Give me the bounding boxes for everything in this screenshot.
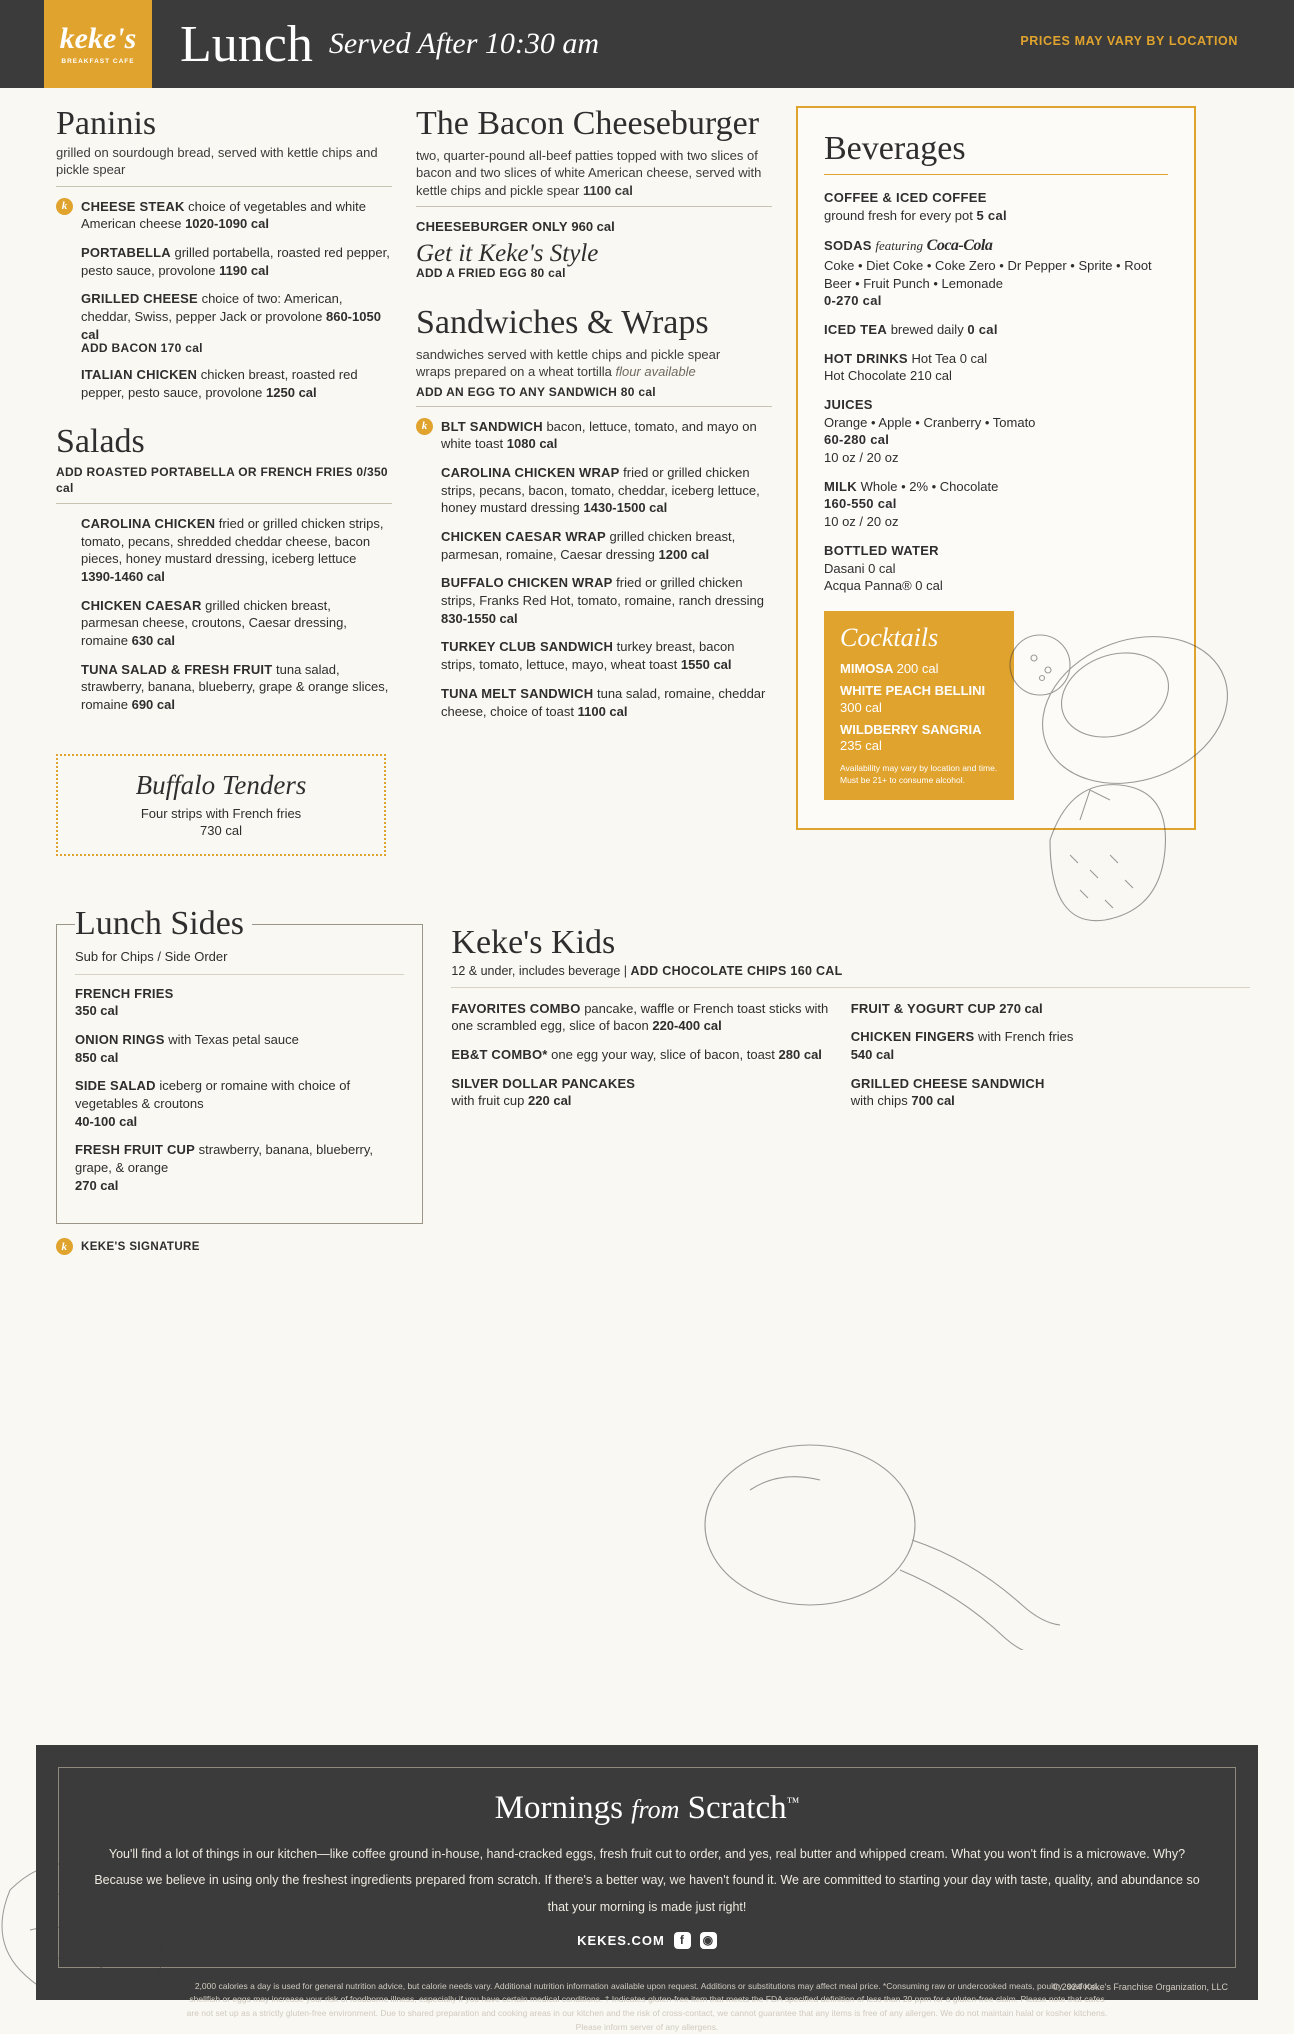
page-header: [0, 0, 1294, 88]
menu-columns: [0, 88, 1294, 856]
item-name: SIDE SALAD: [75, 1078, 156, 1094]
footer-body-text: You'll find a lot of things in our kitchen—like coffee ground in-house, hand-cracked eggs, fresh fruit cut to order, and yes, real butter and whipped cream. What you won't find is a microwave. Why? Because we believe in using only the freshest ingredients prepared from scratch. If there's a better way, we haven't found it. We are committed to starting your day with taste, quality, and abundance so that your morning is made just right!: [94, 1847, 1200, 1914]
sandwiches-subtitle-1: sandwiches served with kettle chips and pickle spear: [416, 346, 721, 362]
beverage-item: [824, 542, 1168, 595]
kekes-style-label: Get it Keke's Style: [416, 240, 599, 267]
prices-vary-note: PRICES MAY VARY BY LOCATION: [1020, 34, 1238, 48]
item-calories: 860-1050 cal: [81, 309, 381, 342]
item-desc: tuna salad, strawberry, banana, blueberry, grape & orange slices, romaine: [81, 661, 389, 712]
item-name: CHICKEN CAESAR: [81, 597, 202, 613]
divider: [451, 987, 1250, 988]
item-name: PORTABELLA: [81, 245, 171, 261]
item-name: COFFEE & ICED COFFEE: [824, 190, 987, 205]
legal-disclaimer: 2,000 calories a day is used for general nutrition advice, but calorie needs vary. Additional nutrition information available upon request. Additions or substitutions may affect meal price. *Consuming raw or undercooked meats, poultry, seafood, shellfish or eggs may increase your risk of foodborne illness, especially if you have certain medical conditions. † Indicates gluten-free item that meets the FDA specified definition of less than 20 ppm for a gluten-free claim. Please note that cafes are not set up as a strictly gluten-free environment. Due to shared preparation and cooking areas in our kitchen and the risk of cross-contact, we cannot guarantee that any items is free of any allergen. We do not maintain halal or kosher kitchens. Please inform server of any allergens.: [186, 1980, 1108, 2032]
cocktail-name: MIMOSA: [840, 660, 893, 676]
menu-item: [75, 985, 404, 1020]
item-name: CHICKEN CAESAR WRAP: [441, 529, 606, 545]
item-desc: brewed daily: [890, 322, 964, 338]
item-sizes: 10 oz / 20 oz: [824, 514, 899, 530]
menu-item: [75, 1077, 404, 1130]
item-name: CHICKEN FINGERS: [850, 1029, 975, 1045]
sandwiches-items: [416, 418, 772, 720]
item-name: BLT SANDWICH: [441, 418, 543, 434]
kekes-kids-section: [451, 924, 1250, 1225]
item-name: FRESH FRUIT CUP: [75, 1142, 195, 1158]
beverage-item: [824, 396, 1168, 467]
served-after-label: Served After 10:30 am: [328, 27, 600, 60]
menu-item: [61, 198, 392, 233]
item-calories: 540 cal: [850, 1046, 895, 1062]
burger-calories: 1100 cal: [582, 182, 633, 198]
salads-add-line: ADD ROASTED PORTABELLA OR FRENCH FRIES 0/350 cal: [56, 464, 388, 495]
menu-item: [441, 638, 772, 673]
kids-columns: [451, 1000, 1250, 1121]
item-calories: 850 cal: [75, 1049, 119, 1065]
cocktail-calories: 300 cal: [840, 699, 882, 715]
cocktail-item: [840, 683, 998, 717]
cocktails-disclaimer: Availability may vary by location and time. Must be 21+ to consume alcohol.: [840, 763, 998, 785]
beverages-panel: [796, 106, 1196, 830]
item-desc: with fruit cup: [451, 1093, 525, 1109]
item-name: TURKEY CLUB SANDWICH: [441, 639, 614, 655]
item-name: BUFFALO CHICKEN WRAP: [441, 575, 613, 591]
item-name: TUNA SALAD & FRESH FRUIT: [81, 661, 273, 677]
menu-item: [75, 1141, 404, 1194]
beverage-item: [824, 350, 1168, 385]
kids-add-chocolate-chips: ADD CHOCOLATE CHIPS 160 CAL: [630, 963, 843, 978]
cheeseburger-only: [416, 218, 772, 236]
item-desc-2: Hot Chocolate 210 cal: [824, 368, 952, 384]
column-left: [56, 106, 416, 856]
beverage-item: [824, 478, 1168, 531]
wraps-note: wraps prepared on a wheat tortilla: [416, 364, 612, 380]
tenders-title: Buffalo Tenders: [135, 769, 307, 800]
footer: [36, 1745, 1258, 2032]
kids-heading: Keke's Kids: [451, 923, 616, 961]
item-calories: 0-270 cal: [824, 293, 882, 309]
item-name: GRILLED CHEESE: [81, 291, 198, 307]
burger-desc-text: two, quarter-pound all-beef patties topped with two slices of bacon and two slices of white American cheese, served with kettle chips and pickle spear: [416, 147, 762, 198]
paninis-subtitle: grilled on sourdough bread, served with kettle chips and pickle spear: [56, 144, 378, 178]
mfs-word-from: from: [631, 1795, 680, 1824]
kids-column-right: [851, 1000, 1250, 1121]
item-calories: 1020-1090 cal: [185, 216, 269, 232]
item-calories: 270 cal: [75, 1177, 119, 1193]
menu-item: [441, 685, 772, 720]
paninis-heading: Paninis: [56, 105, 157, 142]
item-calories: 40-100 cal: [75, 1113, 138, 1129]
divider: [824, 174, 1168, 175]
menu-item: [421, 418, 772, 453]
lower-sections: [0, 904, 1294, 1225]
beverages-heading: Beverages: [824, 130, 966, 167]
footer-inner: [58, 1767, 1236, 1968]
item-name: ITALIAN CHICKEN: [81, 367, 198, 383]
paninis-items: [56, 198, 392, 402]
item-desc: chicken breast, roasted red pepper, pesto sauce, provolone: [81, 367, 358, 401]
menu-item: [441, 464, 772, 517]
item-name: BOTTLED WATER: [824, 542, 939, 558]
item-desc: grilled chicken breast, parmesan, romaine, Caesar dressing: [441, 529, 736, 562]
tenders-calories: 730 cal: [200, 822, 242, 838]
website-link[interactable]: KEKES.COM: [577, 1932, 665, 1948]
item-calories: 0 cal: [967, 322, 998, 338]
item-desc: Whole • 2% • Chocolate: [860, 478, 999, 494]
item-desc: Orange • Apple • Cranberry • Tomato: [824, 414, 1036, 430]
bacon-cheeseburger-desc: [416, 147, 772, 200]
cocktails-box: [824, 611, 1014, 800]
item-desc: tuna salad, romaine, cheddar cheese, choice of toast: [441, 685, 766, 719]
item-desc: grilled portabella, roasted red pepper, pesto sauce, provolone: [81, 245, 390, 278]
kids-subtitle: [451, 964, 1250, 978]
bacon-cheeseburger-heading: The Bacon Cheeseburger: [416, 105, 760, 142]
item-desc: turkey breast, bacon strips, tomato, lettuce, mayo, wheat toast: [441, 639, 735, 673]
beverage-item: [824, 235, 1168, 310]
salads-items: [56, 515, 392, 714]
beverage-item: [824, 189, 1168, 224]
column-middle: [416, 106, 796, 856]
sandwiches-heading: Sandwiches & Wraps: [416, 304, 709, 341]
column-right: [796, 106, 1196, 856]
item-calories: 700 cal: [911, 1093, 955, 1109]
item-desc: with French fries: [977, 1029, 1074, 1045]
item-calories: 220-400 cal: [652, 1018, 722, 1034]
item-name: FRENCH FRIES: [75, 985, 174, 1001]
item-name: JUICES: [824, 397, 873, 413]
item-name: EB&T COMBO*: [451, 1046, 548, 1062]
menu-item: [451, 1000, 828, 1035]
brand-logo: [44, 0, 152, 88]
item-calories: 630 cal: [131, 632, 175, 648]
item-desc: grilled chicken breast, parmesan cheese, croutons, Caesar dressing, romaine: [81, 597, 347, 648]
item-name: SODAS: [824, 238, 872, 254]
item-calories: 220 cal: [528, 1093, 572, 1109]
signature-key-label: KEKE'S SIGNATURE: [81, 1240, 200, 1253]
item-name: SILVER DOLLAR PANCAKES: [451, 1075, 636, 1091]
add-egg-line: ADD AN EGG TO ANY SANDWICH 80 cal: [416, 384, 656, 399]
divider: [416, 406, 772, 407]
menu-item: [851, 1075, 1228, 1110]
item-calories: 1430-1500 cal: [583, 500, 668, 516]
menu-item: [441, 574, 772, 627]
signature-key: [56, 1238, 1294, 1255]
mornings-from-scratch-title: [89, 1790, 1205, 1827]
item-calories: 1250 cal: [266, 385, 317, 401]
menu-item: [851, 1000, 1228, 1018]
item-calories: 5 cal: [976, 207, 1007, 223]
divider: [75, 974, 404, 975]
menu-item: [75, 1031, 404, 1066]
item-name: ICED TEA: [824, 322, 888, 338]
trademark-symbol: ™: [786, 1794, 800, 1809]
item-desc: one egg your way, slice of bacon, toast: [551, 1046, 775, 1062]
item-calories: 1100 cal: [577, 703, 628, 719]
logo-line-1: keke's: [59, 21, 137, 55]
cocktail-calories: 200 cal: [896, 660, 939, 676]
menu-item: [441, 528, 772, 563]
item-calories: 1550 cal: [680, 657, 732, 673]
item-desc: choice of two: American, cheddar, Swiss, pepper Jack or provolone: [81, 291, 343, 325]
item-name: FAVORITES COMBO: [451, 1000, 581, 1016]
add-fried-egg-line: ADD A FRIED EGG 80 cal: [416, 266, 566, 280]
item-name: ONION RINGS: [75, 1031, 165, 1047]
menu-item: [851, 1028, 1228, 1063]
item-calories: 160-550 cal: [824, 496, 897, 512]
cocktail-name: WHITE PEACH BELLINI: [840, 682, 986, 698]
item-calories: 1390-1460 cal: [81, 568, 165, 584]
item-name: CHEESE STEAK: [81, 198, 185, 214]
cocktail-item: [840, 722, 998, 756]
item-calories: 690 cal: [131, 696, 175, 712]
salads-heading: Salads: [56, 422, 145, 460]
menu-item: [81, 515, 392, 586]
tenders-desc: Four strips with French fries: [140, 805, 302, 821]
menu-item: [451, 1046, 828, 1064]
item-calories: 60-280 cal: [824, 432, 890, 448]
menu-item: [81, 290, 392, 343]
mfs-word-1: Mornings: [494, 1790, 623, 1826]
instagram-icon[interactable]: ◉: [700, 1932, 717, 1949]
item-name: MILK: [824, 478, 857, 494]
cocktail-name: WILDBERRY SANGRIA: [840, 721, 982, 737]
item-desc: fried or grilled chicken strips, Franks Red Hot, tomato, romaine, ranch dressing: [441, 575, 764, 609]
add-bacon-line: ADD BACON 170 cal: [81, 341, 203, 356]
menu-item: [81, 366, 392, 401]
signature-icon: k: [416, 418, 433, 435]
item-calories: 350 cal: [75, 1003, 119, 1019]
item-desc: Coke • Diet Coke • Coke Zero • Dr Pepper • Sprite • Root Beer • Fruit Punch • Lemonade: [824, 258, 1152, 291]
item-desc: pancake, waffle or French toast sticks with one scrambled egg, slice of bacon: [451, 1000, 829, 1034]
divider: [416, 206, 772, 207]
item-calories: 280 cal: [778, 1046, 822, 1062]
menu-item: [451, 1075, 828, 1110]
coca-cola-logo: Coca-Cola: [926, 237, 993, 255]
signature-icon: k: [56, 1238, 73, 1255]
item-desc: Dasani 0 cal: [824, 560, 896, 576]
item-calories: 1080 cal: [506, 436, 558, 452]
item-desc: strawberry, banana, blueberry, grape, & orange: [75, 1142, 374, 1175]
item-desc: with chips: [850, 1093, 908, 1109]
logo-line-2: BREAKFAST CAFE: [61, 57, 135, 65]
divider: [56, 503, 392, 504]
item-desc: Hot Tea 0 cal: [911, 350, 988, 366]
divider: [56, 186, 392, 187]
item-name: HOT DRINKS: [824, 350, 908, 366]
mfs-word-2: Scratch: [687, 1790, 787, 1826]
ladle-sketch-illustration: [650, 1430, 1090, 1650]
kids-column-left: [451, 1000, 850, 1121]
cocktails-title: Cocktails: [840, 622, 939, 652]
cocktail-calories: 235 cal: [840, 738, 882, 754]
item-name: TUNA MELT SANDWICH: [441, 685, 594, 701]
menu-item: [81, 597, 392, 650]
item-calories: 1200 cal: [658, 546, 710, 562]
item-desc: bacon, lettuce, tomato, and mayo on white toast: [441, 418, 757, 452]
flour-available-note: flour available: [615, 364, 696, 380]
item-desc: iceberg or romaine with choice of vegetables & croutons: [75, 1078, 351, 1111]
lunch-sides-subtitle: Sub for Chips / Side Order: [75, 948, 228, 964]
item-sizes: 10 oz / 20 oz: [824, 450, 899, 466]
lunch-sides-heading: Lunch Sides: [75, 905, 252, 943]
menu-item: [81, 661, 392, 714]
item-name: CHEESEBURGER ONLY: [416, 219, 568, 235]
item-calories: 1190 cal: [219, 262, 269, 278]
cocktail-item: [840, 661, 998, 678]
sandwiches-subtitle-2: [416, 363, 772, 381]
buffalo-tenders-box: [56, 754, 386, 856]
item-name: CAROLINA CHICKEN: [81, 515, 216, 531]
kids-subtitle-text: 12 & under, includes beverage |: [451, 963, 628, 978]
item-desc: fried or grilled chicken strips, tomato, pecans, shredded cheddar cheese, bacon pieces, honey mustard dressing, iceberg lettuce: [81, 515, 384, 567]
item-name: FRUIT & YOGURT CUP: [850, 1000, 996, 1016]
footer-website-row: [89, 1932, 1205, 1949]
item-desc: with Texas petal sauce: [168, 1031, 299, 1047]
item-calories: 960 cal: [571, 219, 615, 235]
item-desc: fried or grilled chicken strips, pecans, bacon, tomato, cheddar, iceberg lettuce, honey mustard dressing: [441, 465, 760, 516]
item-name: GRILLED CHEESE SANDWICH: [850, 1075, 1045, 1091]
menu-item: [81, 244, 392, 279]
item-desc: ground fresh for every pot: [824, 207, 973, 223]
item-desc-2: Acqua Panna® 0 cal: [824, 578, 943, 594]
facebook-icon[interactable]: f: [674, 1932, 691, 1949]
item-calories: 270 cal: [999, 1000, 1043, 1016]
item-calories: 830-1550 cal: [441, 610, 518, 626]
copyright-text: © 2024 Keke's Franchise Organization, LLC: [1052, 1982, 1228, 1992]
lunch-sides-box: [56, 904, 423, 1225]
item-name: CAROLINA CHICKEN WRAP: [441, 465, 620, 481]
featuring-label: featuring: [875, 238, 924, 254]
signature-icon: k: [56, 198, 73, 215]
item-desc: choice of vegetables and white American cheese: [81, 198, 366, 232]
beverage-item: [824, 321, 1168, 339]
page-title: Lunch: [180, 15, 313, 73]
